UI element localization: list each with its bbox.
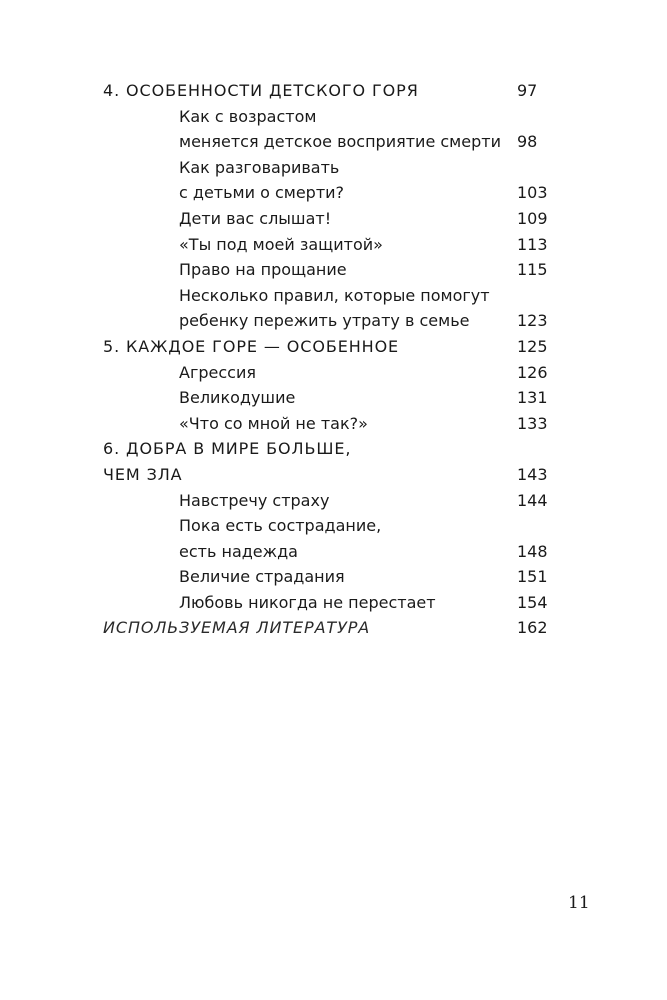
- toc-entry-title: Пока есть сострадание,: [179, 516, 382, 536]
- toc-line: [103, 411, 548, 437]
- toc-line: [103, 308, 548, 334]
- toc-entry-title: 5. КАЖДОЕ ГОРЕ — ОСОБЕННОЕ: [103, 336, 400, 356]
- toc-entry-title: Право на прощание: [179, 260, 347, 280]
- toc-line: [103, 385, 548, 411]
- toc-entry-title: Любовь никогда не перестает: [179, 592, 436, 612]
- toc-entry-page: 126: [517, 362, 548, 382]
- toc-entry-title: Как с возрастом: [179, 106, 317, 126]
- toc-entry-title: есть надежда: [179, 541, 298, 561]
- toc-entry-title: 6. ДОБРА В МИРЕ БОЛЬШЕ,: [103, 439, 352, 459]
- toc-entry-title: 4. ОСОБЕННОСТИ ДЕТСКОГО ГОРЯ: [103, 81, 419, 100]
- toc-entry-page: 103: [517, 183, 548, 203]
- toc-line: [103, 615, 548, 641]
- toc-entry-page: 115: [517, 260, 548, 280]
- toc-entry-title: Навстречу страху: [179, 490, 330, 510]
- toc-entry-page: 148: [517, 541, 548, 561]
- toc-entry-page: 162: [517, 618, 548, 638]
- toc-entry-title: ИСПОЛЬЗУЕМАЯ ЛИТЕРАТУРА: [103, 618, 371, 638]
- toc-entry-page: 154: [517, 592, 548, 612]
- toc-entry-title: Агрессия: [179, 362, 256, 382]
- toc-entry-page: 151: [517, 567, 548, 587]
- toc-entry-page: 97: [517, 81, 538, 100]
- page-number: 11: [568, 893, 590, 913]
- toc-entry-title: ребенку пережить утрату в семье: [179, 311, 470, 331]
- toc-line: [103, 360, 548, 386]
- toc-entry-title: Как разговаривать: [179, 157, 340, 177]
- toc-line: [103, 155, 548, 181]
- toc-line: [103, 180, 548, 206]
- toc-entry-title: «Ты под моей защитой»: [179, 234, 383, 254]
- table-of-contents: [103, 78, 548, 641]
- toc-line: [103, 283, 548, 309]
- toc-entry-page: 98: [517, 132, 538, 152]
- toc-entry-page: 109: [517, 208, 548, 228]
- toc-entry-title: Великодушие: [179, 388, 296, 408]
- toc-line: [103, 232, 548, 258]
- toc-line: [103, 129, 548, 155]
- toc-line: [103, 334, 548, 360]
- toc-entry-title: ЧЕМ ЗЛА: [103, 464, 183, 484]
- toc-line: [103, 436, 548, 462]
- toc-line: [103, 78, 548, 104]
- toc-entry-title: Несколько правил, которые помогут: [179, 285, 490, 305]
- toc-entry-title: «Что со мной не так?»: [179, 413, 368, 433]
- toc-entry-page: 123: [517, 311, 548, 331]
- toc-entry-title: Величие страдания: [179, 567, 345, 587]
- toc-entry-page: 143: [517, 464, 548, 484]
- toc-entry-page: 144: [517, 490, 548, 510]
- toc-entry-page: 131: [517, 388, 548, 408]
- toc-line: [103, 539, 548, 565]
- toc-line: [103, 590, 548, 616]
- toc-line: [103, 104, 548, 130]
- toc-line: [103, 206, 548, 232]
- toc-entry-title: с детьми о смерти?: [179, 183, 345, 203]
- toc-line: [103, 564, 548, 590]
- toc-entry-page: 133: [517, 413, 548, 433]
- toc-entry-page: 113: [517, 234, 548, 254]
- toc-line: [103, 488, 548, 514]
- toc-entry-page: 125: [517, 336, 548, 356]
- toc-line: [103, 257, 548, 283]
- toc-entry-title: Дети вас слышат!: [179, 208, 332, 228]
- toc-entry-title: меняется детское восприятие смерти: [179, 132, 501, 152]
- toc-line: [103, 462, 548, 488]
- toc-line: [103, 513, 548, 539]
